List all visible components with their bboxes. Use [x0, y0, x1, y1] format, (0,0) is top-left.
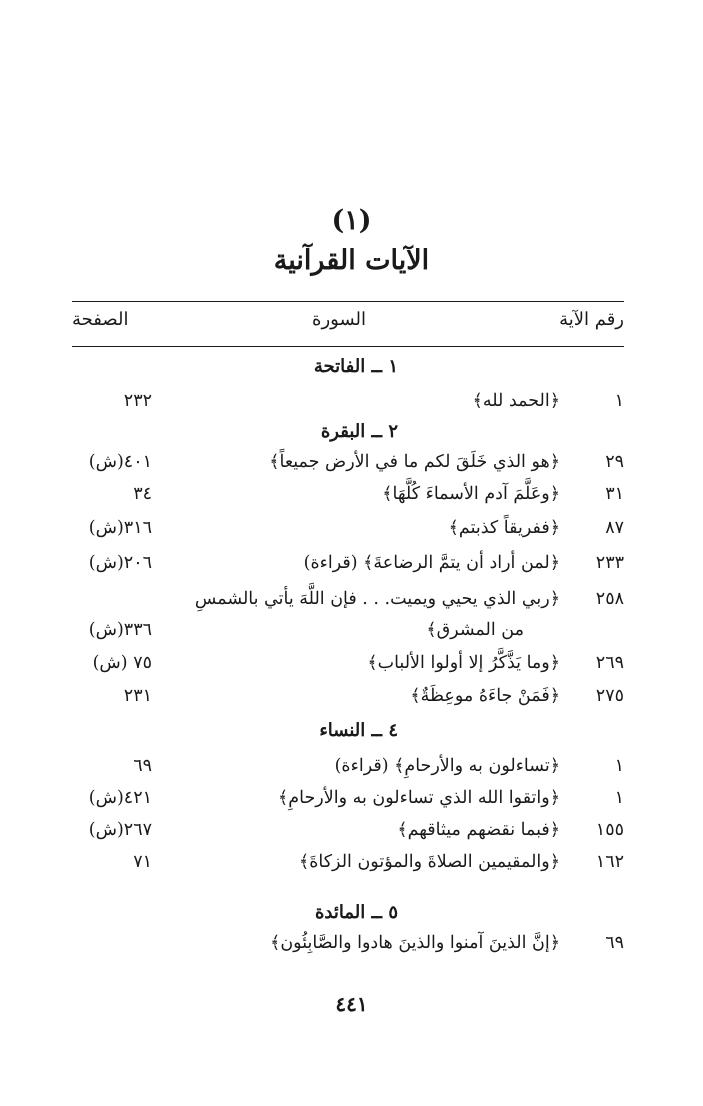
column-header-ayah: رقم الآية [559, 309, 624, 330]
table-row [72, 589, 624, 619]
table-top-rule [72, 301, 624, 302]
table-row [72, 686, 624, 716]
table-row [72, 484, 624, 514]
ayah-number: ١ [614, 788, 624, 808]
ayah-number: ٢٣٣ [595, 553, 624, 573]
ayah-number: ٣١ [605, 484, 624, 504]
page-ref: ٧٥ (ش) [92, 653, 152, 673]
ayah-text: ﴿لمن أراد أن يتمَّ الرضاعةَ﴾ (قراءة) [303, 553, 560, 573]
ayah-number: ٢٩ [605, 452, 624, 472]
ayah-text: ﴿الحمد لله﴾ [472, 391, 560, 411]
ayah-number: ١ [614, 391, 624, 411]
page-ref: ٣١٦(ش) [88, 518, 152, 538]
chapter-number: (١) [331, 205, 372, 236]
ayah-number: ٦٩ [605, 933, 624, 953]
ayah-number: ١ [614, 756, 624, 776]
page-ref: ٢٠٦(ش) [88, 553, 152, 573]
ayah-text: ﴿ففريقاً كذبتم﴾ [448, 518, 560, 538]
ayah-text: من المشرق﴾ [426, 620, 524, 640]
section-title-nisa: ٤ ــ النساء [319, 720, 398, 741]
table-row [72, 553, 624, 583]
table-header [72, 309, 624, 339]
ayah-text: ﴿فَمَنْ جاءَهُ موعِظَةٌ﴾ [410, 686, 560, 706]
table-row [72, 788, 624, 818]
ayah-number: ١٥٥ [595, 820, 624, 840]
table-row [72, 653, 624, 683]
table-row-continuation [72, 620, 624, 650]
ayah-text: ﴿إنَّ الذينَ آمنوا والذينَ هادوا والصَّابِئُون﴾ [270, 933, 560, 953]
ayah-number: ٢٥٨ [595, 589, 624, 609]
page-ref: ٤٠١(ش) [88, 452, 152, 472]
ayah-text: ﴿وعَلَّمَ آدم الأسماءَ كُلَّهَا﴾ [382, 484, 560, 504]
ayah-number: ٢٦٩ [595, 653, 624, 673]
table-row [72, 852, 624, 882]
table-header-rule [72, 346, 624, 347]
ayah-text: ﴿واتقوا الله الذي تساءلون به والأرحامِ﴾ [278, 788, 560, 808]
chapter-title: الآيات القرآنية [273, 245, 430, 276]
section-title-maida: ٥ ــ المائدة [314, 902, 398, 923]
page-ref: ٢٦٧(ش) [88, 820, 152, 840]
ayah-text: ﴿ربي الذي يحيي ويميت. . . فإن اللَّهَ يأتي بالشمسِ [194, 589, 560, 609]
table-row [72, 452, 624, 482]
ayah-text: ﴿وما يَذَّكَّرُ إلا أولوا الألباب﴾ [367, 653, 560, 673]
column-header-surah: السورة [312, 309, 366, 330]
page-number: ٤٤١ [335, 992, 368, 1016]
table-row [72, 391, 624, 421]
ayah-text: ﴿هو الذي خَلَقَ لكم ما في الأرض جميعاً﴾ [269, 452, 560, 472]
ayah-number: ٢٧٥ [595, 686, 624, 706]
table-row [72, 933, 624, 963]
page-ref: ٧١ [133, 852, 152, 872]
ayah-text: ﴿والمقيمين الصلاةَ والمؤتون الزكاةَ﴾ [298, 852, 560, 872]
section-title-baqara: ٢ ــ البقرة [320, 421, 398, 442]
page-ref: ٢٣١ [123, 686, 152, 706]
page-ref: ٢٣٢ [123, 391, 152, 411]
column-header-page: الصفحة [72, 309, 129, 330]
ayah-text: ﴿فبما نقضهم ميثاقهم﴾ [397, 820, 560, 840]
section-title-fatiha: ١ ــ الفاتحة [313, 356, 398, 377]
page-ref: ٤٢١(ش) [88, 788, 152, 808]
table-row [72, 820, 624, 850]
ayah-text: ﴿تساءلون به والأرحامِ﴾ (قراءة) [334, 756, 560, 776]
page-ref: ٣٣٦(ش) [88, 620, 152, 640]
page-ref: ٦٩ [133, 756, 152, 776]
table-row [72, 756, 624, 786]
ayah-number: ٨٧ [605, 518, 624, 538]
table-row [72, 518, 624, 548]
page-ref: ٣٤ [133, 484, 152, 504]
ayah-number: ١٦٢ [595, 852, 624, 872]
